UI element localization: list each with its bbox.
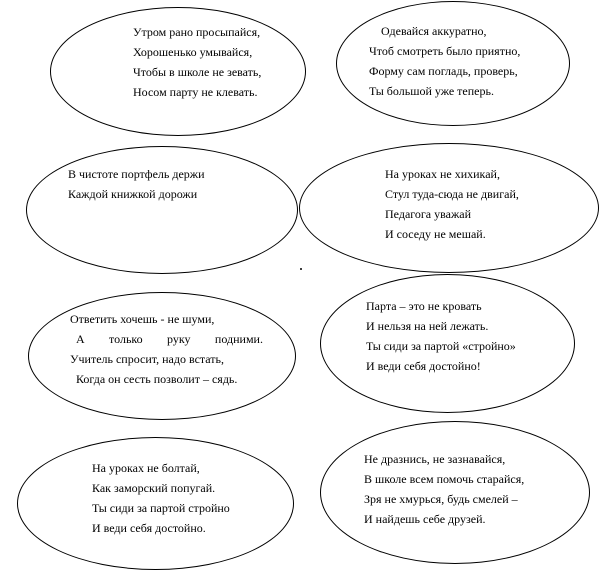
poem-line: Форму сам погладь, проверь, <box>369 64 518 78</box>
poem-line: И соседу не мешай. <box>385 227 486 241</box>
poem-line: Ответить хочешь - не шуми, <box>70 312 215 326</box>
stray-dot <box>300 268 302 270</box>
poem-line-justified <box>70 329 263 349</box>
poem-line: Утром рано просыпайся, <box>133 25 261 39</box>
poem-word: руку <box>167 332 191 346</box>
poem-line: Чтоб смотреть было приятно, <box>369 44 521 58</box>
poem-line: На уроках не хихикай, <box>385 167 500 181</box>
poem-line: Парта – это не кровать <box>366 299 482 313</box>
poem-4 <box>385 164 519 244</box>
poem-line: Носом парту не клевать. <box>133 85 258 99</box>
poem-line: И найдешь себе друзей. <box>364 512 486 526</box>
poem-line: На уроках не болтай, <box>92 461 200 475</box>
poem-line: Когда он сесть позволит – сядь. <box>76 372 238 386</box>
poem-7 <box>92 458 230 538</box>
poem-line: Одевайся аккуратно, <box>381 24 487 38</box>
poem-8 <box>364 449 524 529</box>
poem-line: Ты большой уже теперь. <box>369 84 494 98</box>
poem-line: И нельзя на ней лежать. <box>366 319 489 333</box>
poem-line: Каждой книжкой дорожи <box>68 187 198 201</box>
poem-line: В школе всем помочь старайся, <box>364 472 525 486</box>
poem-word: только <box>109 332 143 346</box>
poem-line: Хорошенько умывайся, <box>133 45 253 59</box>
poem-line: Как заморский попугай. <box>92 481 216 495</box>
poem-line: Стул туда-сюда не двигай, <box>385 187 519 201</box>
poem-6 <box>366 296 516 376</box>
poem-line: Ты сиди за партой «стройно» <box>366 339 516 353</box>
poem-line: Не дразнись, не зазнавайся, <box>364 452 506 466</box>
poem-word: подними. <box>214 332 263 346</box>
poem-2 <box>369 21 520 101</box>
poem-line: Ты сиди за партой стройно <box>92 501 230 515</box>
poem-line: Педагога уважай <box>385 207 472 221</box>
poem-line: Чтобы в школе не зевать, <box>133 65 262 79</box>
poem-3 <box>68 164 205 204</box>
poem-5 <box>70 309 263 389</box>
poem-line: Зря не хмурься, будь смелей – <box>364 492 518 506</box>
poem-word: А <box>76 332 85 346</box>
poem-line: В чистоте портфель держи <box>68 167 205 181</box>
poem-1 <box>133 22 261 102</box>
poem-line: Учитель спросит, надо встать, <box>70 352 225 366</box>
poem-line: И веди себя достойно! <box>366 359 481 373</box>
poem-line: И веди себя достойно. <box>92 521 206 535</box>
